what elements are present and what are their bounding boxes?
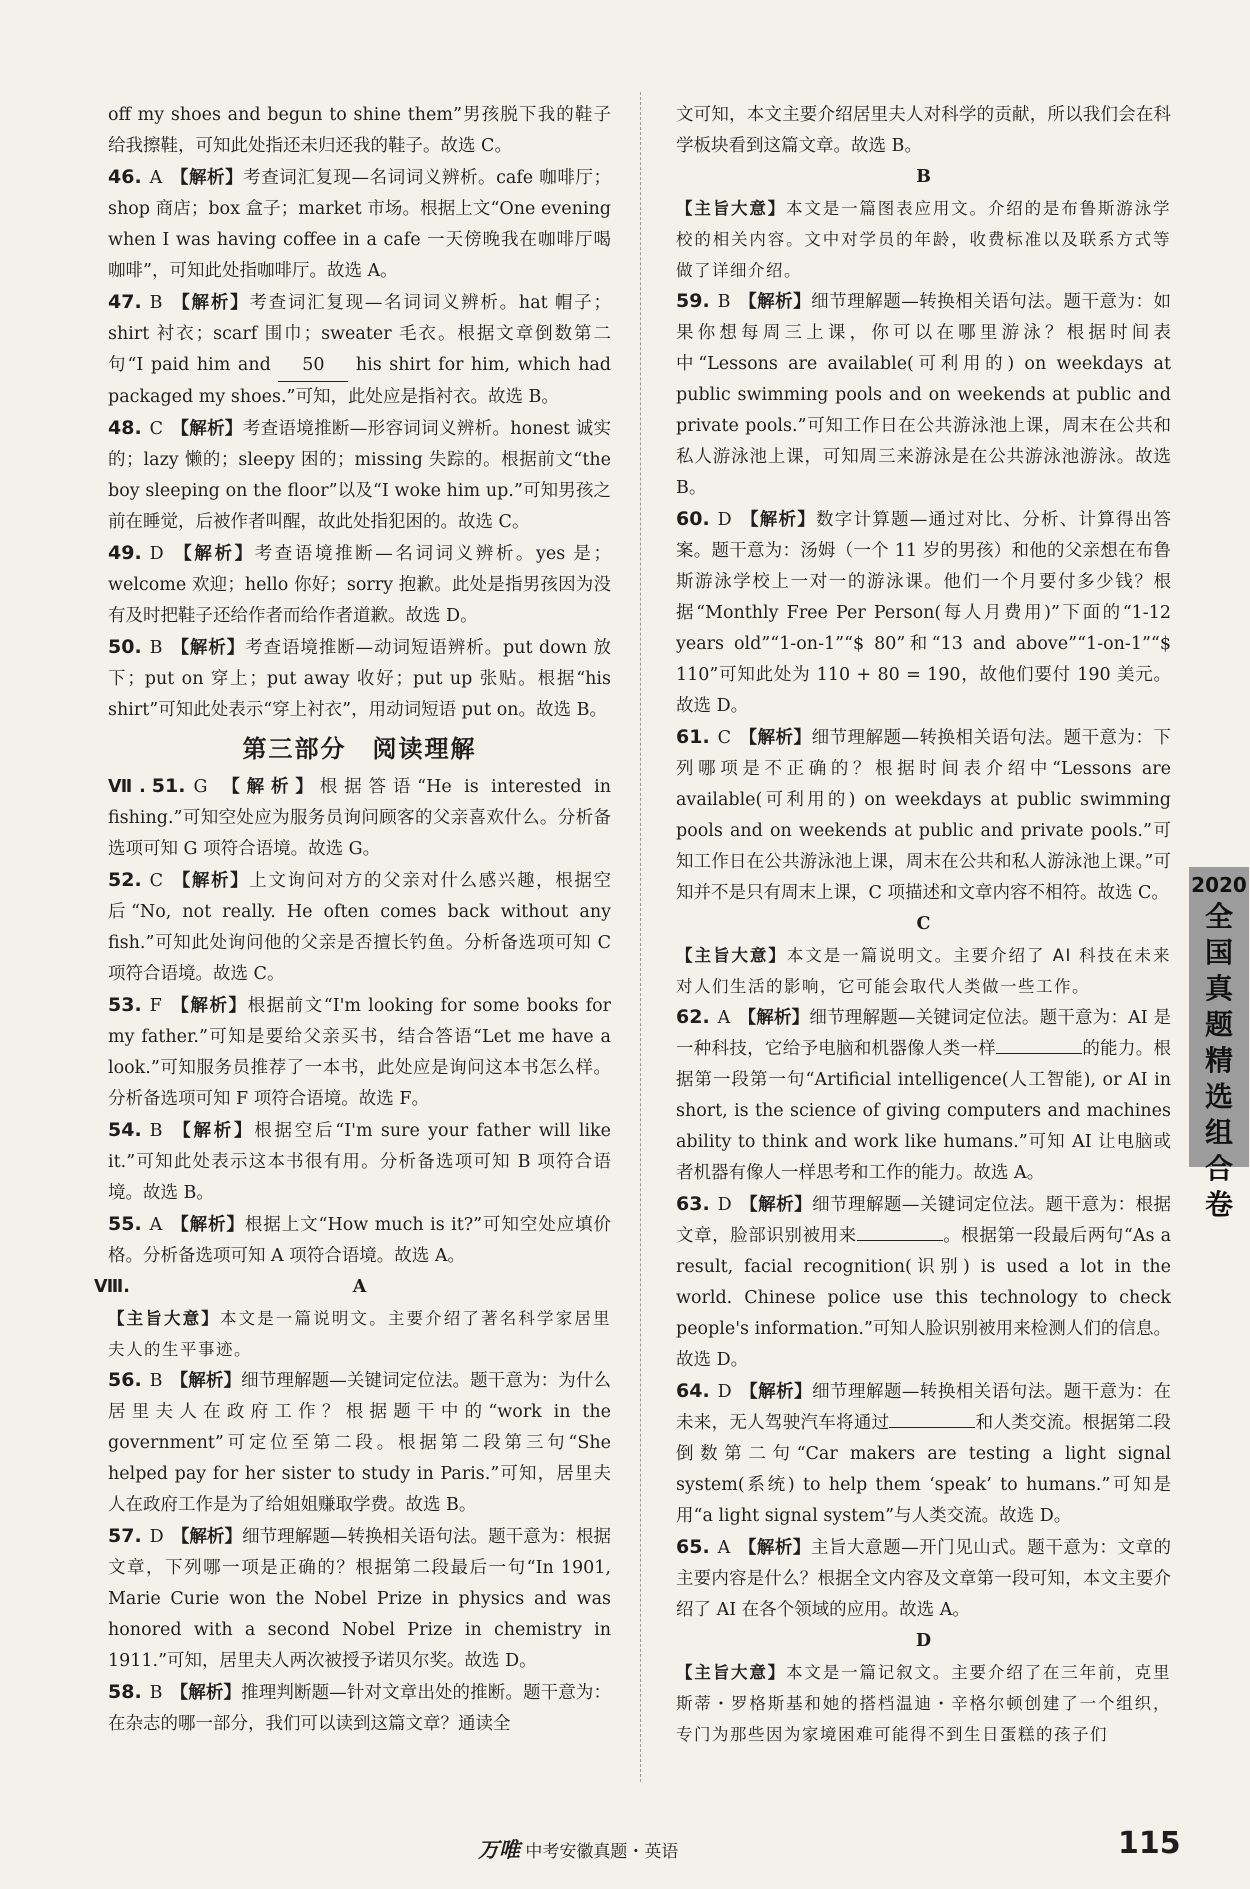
explanation-tag: 【解析】 <box>738 1008 810 1028</box>
answer-item <box>108 538 611 632</box>
explanation-text: 考查语境推断—动词短语辨析。put down 放下；put on 穿上；put away 收好；put up 张贴。根据“his shirt”可知此处表示“穿上衬衣”，用动词短语 put on。故选 B。 <box>108 638 612 720</box>
explanation-tag: 【解析】 <box>169 996 248 1016</box>
answer-letter: B <box>149 1683 163 1703</box>
passage-heading <box>676 1626 1171 1657</box>
answer-item <box>676 1189 1171 1376</box>
side-tab-char: 合 <box>1204 1152 1233 1185</box>
explanation-text: 根据空后“I'm sure your father will like it.”可知此处表示这本书很有用。分析备选项可知 B 项符合语境。故选 B。 <box>108 1121 611 1203</box>
page-number: 115 <box>1118 1826 1181 1861</box>
side-tab <box>1189 867 1249 1221</box>
part-number: Ⅷ. <box>94 1277 130 1297</box>
part-number: Ⅶ. <box>108 777 146 797</box>
explanation-tag: 【解析】 <box>170 1371 242 1391</box>
answer-letter: D <box>717 1382 732 1402</box>
question-number: 51. <box>151 775 186 797</box>
explanation-tag: 【解析】 <box>170 1121 255 1141</box>
explanation-text: 上文询问对方的父亲对什么感兴趣，根据空后“No, not really. He often comes back without any fish.”可知此处询问他的父亲是否擅长钓鱼。分析备选项可知 C 项符合语境。故选 C。 <box>108 871 612 984</box>
answer-item <box>676 286 1171 504</box>
question-number: 56. <box>108 1369 142 1391</box>
answer-letter: A <box>149 1215 163 1235</box>
answer-letter: D <box>149 1527 164 1547</box>
answer-letter: B <box>717 292 731 312</box>
explanation-tag: 【解析】 <box>171 1527 243 1547</box>
question-number: 52. <box>108 869 142 891</box>
explanation-text: 细节理解题—关键词定位法。题干意为：为什么居里夫人在政府工作？根据题干中的“work in the government”可定位至第二段。根据第二段第三句“She helped pay for her sister to study in Paris.”可知，居里夫人在政府工作是为了给姐姐赚取学费。故选 B。 <box>108 1371 612 1515</box>
answer-item <box>108 1677 611 1740</box>
explanation-tag: 【解析】 <box>739 728 812 748</box>
explanation-text: 考查语境推断—形容词词义辨析。honest 诚实的；lazy 懒的；sleepy 困的；missing 失踪的。根据前文“the boy sleeping on the floor”以及“I woke him up.”可知男孩之前在睡觉，后被作者叫醒，故此处指犯困的。故选 C。 <box>108 419 611 532</box>
explanation-text-cont: 。根据第一段最后两句“As a result, facial recognition(识别) is used a lot in the world. Chinese police use this technology to check people's information.”可知人脸识别被用来检测人们的信息。故选 D。 <box>676 1226 1172 1370</box>
question-number: 50. <box>108 636 142 658</box>
answer-item <box>108 1115 611 1209</box>
question-number: 62. <box>676 1006 710 1028</box>
side-tab-title <box>1189 899 1249 1223</box>
question-number: 48. <box>108 417 142 439</box>
explanation-text: 推理判断题—针对文章出处的推断。题干意为：在杂志的哪一部分，我们可以读到这篇文章？通读全 <box>108 1683 612 1734</box>
answer-letter: A <box>149 168 163 188</box>
explanation-text: 细节理解题—关键词定位法。题干意为：根据文章，脸部识别被用来 <box>676 1195 1172 1246</box>
main-idea <box>676 193 1171 286</box>
question-number: 46. <box>108 166 142 188</box>
side-tab-char: 卷 <box>1204 1188 1233 1221</box>
main-idea <box>676 1657 1171 1750</box>
passage-heading <box>676 909 1171 940</box>
answer-letter: D <box>149 544 164 564</box>
question-number: 53. <box>108 994 142 1016</box>
question-number: 65. <box>676 1536 710 1558</box>
fill-blank <box>889 1427 975 1428</box>
explanation-text: 数字计算题—通过对比、分析、计算得出答案。题干意为：汤姆（一个 11 岁的男孩）和他的父亲想在布鲁斯游泳学校上一对一的游泳课。他们一个月要付多少钱？根据“Monthly Free Per Person(每人月费用)”下面的“1-12 years old”“1-on-1”“$ 80”和“13 and above”“1-on-1”“$ 110”可知此处为 110 + 80 = 190，故他们要付 190 美元。故选 D。 <box>676 510 1172 716</box>
question-number: 61. <box>676 726 710 748</box>
book-title: 中考安徽真题・英语 <box>525 1842 679 1862</box>
explanation-tag: 【解析】 <box>738 292 812 312</box>
side-tab-year: 2020 <box>1191 873 1247 897</box>
answer-letter: B <box>149 638 163 658</box>
answer-item <box>676 722 1171 909</box>
answer-letter: C <box>149 871 164 891</box>
main-idea-tag: 【主旨大意】 <box>676 1663 787 1682</box>
passage-heading <box>676 162 1171 193</box>
explanation-text: 细节理解题—转换相关语句法。题干意为：下列哪项是不正确的？根据时间表介绍中“Lessons are available(可利用的) on weekdays at public swimming pools and on weekends at public and private pools.”可知工作日在公共游泳池上课，周末在公共和私人游泳池上课。”可知并不是只有周末上课，C 项描述和文章内容不相符。故选 C。 <box>676 728 1172 903</box>
explanation-text: 根据上文“How much is it?”可知空处应填价格。分析备选项可知 A 项符合语境。故选 A。 <box>108 1215 612 1266</box>
answer-item <box>108 771 611 865</box>
explanation-tag: 【解析】 <box>170 293 250 313</box>
explanation-tag: 【解析】 <box>739 1382 813 1402</box>
right-column <box>676 100 1171 1750</box>
footer-brand <box>478 1834 678 1864</box>
explanation-text: 细节理解题—转换相关语句法。题干意为：根据文章，下列哪一项是正确的？根据第二段最后一句“In 1901, Marie Curie won the Nobel Prize in physics and was honored with a second Nobel Prize in chemistry in 1911.”可知，居里夫人两次被授予诺贝尔奖。故选 D。 <box>108 1527 611 1671</box>
answer-letter: C <box>717 728 732 748</box>
explanation-text: 考查词汇复现—名词词义辨析。cafe 咖啡厅；shop 商店；box 盒子；market 市场。根据上文“One evening when I was having coffee in a cafe 一天傍晚我在咖啡厅喝咖啡”，可知此处指咖啡厅。故选 A。 <box>108 168 611 281</box>
passage-letter: B <box>916 167 931 187</box>
main-idea-text: 本文是一篇记叙文。主要介绍了在三年前，克里斯蒂・罗格斯基和她的搭档温迪・辛格尔顿创建了一个组织，专门为那些因为家境困难可能得不到生日蛋糕的孩子们 <box>676 1663 1172 1744</box>
answer-letter: B <box>149 1371 163 1391</box>
answer-item <box>108 413 611 538</box>
explanation-tag: 【解析】 <box>171 871 250 891</box>
main-idea-tag: 【主旨大意】 <box>676 199 787 218</box>
explanation-tag: 【解析】 <box>170 638 246 658</box>
side-tab-char: 真 <box>1204 972 1233 1005</box>
question-number: 47. <box>108 291 142 313</box>
answer-item <box>676 504 1171 722</box>
explanation-tag: 【解析】 <box>170 168 244 188</box>
answer-item <box>676 1002 1171 1189</box>
main-idea <box>676 940 1171 1002</box>
answer-letter: C <box>149 419 164 439</box>
passage-letter: D <box>915 1631 932 1651</box>
answer-letter: A <box>717 1538 731 1558</box>
explanation-text: 细节理解题—转换相关语句法。题干意为：在未来，无人驾驶汽车将通过 <box>676 1382 1172 1433</box>
question-number: 55. <box>108 1213 142 1235</box>
side-tab-char: 全 <box>1204 900 1233 933</box>
question-number: 59. <box>676 290 710 312</box>
explanation-text: 细节理解题—转换相关语句法。题干意为：如果你想每周三上课，你可以在哪里游泳？根据时间表中“Lessons are available(可利用的) on weekdays at public swimming pools and on weekends at public and private pools.”可知工作日在公共游泳池上课，周末在公共和私人游泳池上课，可知周三来游泳是在公共游泳池游泳。故选 B。 <box>676 292 1172 498</box>
answer-item <box>108 1365 611 1521</box>
explanation-text: 细节理解题—关键词定位法。题干意为：AI 是一种科技，它给予电脑和机器像人类一样 <box>676 1008 1171 1059</box>
explanation-text: 根据答语“He is interested in fishing.”可知空处应为服务员询问顾客的父亲喜欢什么。分析备选项可知 G 项符合语境。故选 G。 <box>108 777 612 859</box>
answer-item <box>108 632 611 726</box>
continued-text: off my shoes and begun to shine them”男孩脱下我的鞋子给我擦鞋，可知此处指还未归还我的鞋子。故选 C。 <box>108 105 611 156</box>
question-number: 64. <box>676 1380 710 1402</box>
answer-letter: A <box>717 1008 731 1028</box>
explanation-text: 考查词汇复现—名词词义辨析。hat 帽子；shirt 衬衣；scarf 围巾；sweater 毛衣。根据文章倒数第二句“I paid him and <box>108 293 612 375</box>
explanation-tag: 【解析】 <box>170 1683 242 1703</box>
side-tab-char: 精 <box>1204 1044 1233 1077</box>
passage-letter: C <box>916 914 931 934</box>
section-title: 第三部分 阅读理解 <box>242 735 477 763</box>
main-idea-text: 本文是一篇图表应用文。介绍的是布鲁斯游泳学校的相关内容。文中对学员的年龄，收费标准以及联系方式等做了详细介绍。 <box>676 199 1172 280</box>
main-idea-text: 本文是一篇说明文。主要介绍了 AI 科技在未来对人们生活的影响，它可能会取代人类做一些工作。 <box>676 946 1171 996</box>
explanation-text: 根据前文“I'm looking for some books for my father.”可知是要给父亲买书，结合答语“Let me have a look.”可知服务员推荐了一本书，此处应是询问这本书怎么样。分析备选项可知 F 项符合语境。故选 F。 <box>108 996 611 1109</box>
question-number: 57. <box>108 1525 142 1547</box>
main-idea-tag: 【主旨大意】 <box>676 946 787 965</box>
explanation-tag: 【解析】 <box>739 1195 813 1215</box>
answer-item <box>108 287 611 413</box>
continued-text: 文可知，本文主要介绍居里夫人对科学的贡献，所以我们会在科学板块看到这篇文章。故选 B。 <box>676 105 1171 156</box>
answer-item <box>108 1521 611 1677</box>
answer-item <box>676 1376 1171 1532</box>
answer-letter: D <box>717 510 732 530</box>
explanation-text: 主旨大意题—开门见山式。题干意为：文章的主要内容是什么？根据全文内容及文章第一段可知，本文主要介绍了 AI 在各个领域的应用。故选 A。 <box>676 1538 1172 1620</box>
brand-logo: 万唯 <box>478 1838 520 1862</box>
answer-letter: B <box>149 1121 163 1141</box>
answer-item <box>108 1209 611 1272</box>
explanation-tag: 【解析】 <box>215 777 320 797</box>
answer-item <box>108 865 611 990</box>
question-number: 54. <box>108 1119 142 1141</box>
fill-blank: 50 <box>278 350 348 382</box>
side-tab-char: 国 <box>1204 936 1233 969</box>
answer-item <box>108 162 611 287</box>
explanation-tag: 【解析】 <box>738 1538 811 1558</box>
answer-letter: G <box>193 777 208 797</box>
question-number: 60. <box>676 508 710 530</box>
explanation-text: 考查语境推断—名词词义辨析。yes 是；welcome 欢迎；hello 你好；sorry 抱歉。此处是指男孩因为没有及时把鞋子还给作者而给作者道歉。故选 D。 <box>108 544 611 626</box>
answer-letter: D <box>717 1195 732 1215</box>
question-number: 49. <box>108 542 142 564</box>
answer-letter: F <box>149 996 162 1016</box>
explanation-text-cont: his shirt for him, which had packaged my shoes.”可知，此处应是指衬衣。故选 B。 <box>108 355 611 407</box>
passage-heading <box>94 1272 611 1303</box>
explanation-tag: 【解析】 <box>739 510 816 530</box>
question-number: 58. <box>108 1681 142 1703</box>
answer-item <box>108 990 611 1115</box>
explanation-tag: 【解析】 <box>171 544 255 564</box>
passage-letter: A <box>352 1277 367 1297</box>
main-idea-text: 本文是一篇说明文。主要介绍了著名科学家居里夫人的生平事迹。 <box>108 1309 612 1359</box>
explanation-text-cont: 和人类交流。根据第二段倒数第二句“Car makers are testing a light signal system(系统) to help them ‘speak’ to humans.”可知是用“a light signal system”与人类交流。故选 D。 <box>676 1413 1171 1526</box>
answer-letter: B <box>149 293 163 313</box>
explanation-text-cont: 的能力。根据第一段第一句“Artificial intelligence(人工智能), or AI in short, is the science of giving computers and machines ability to think and work like humans.”可知 AI 让电脑或者机器有像人一样思考和工作的能力。故选 A。 <box>676 1039 1172 1183</box>
side-tab-char: 组 <box>1204 1116 1233 1149</box>
question-number: 63. <box>676 1193 710 1215</box>
answer-item <box>676 1532 1171 1626</box>
explanation-tag: 【解析】 <box>171 419 243 439</box>
side-tab-char: 选 <box>1204 1080 1233 1113</box>
column-divider <box>640 92 641 1782</box>
explanation-tag: 【解析】 <box>170 1215 245 1235</box>
main-idea <box>108 1303 611 1365</box>
side-tab-char: 题 <box>1204 1008 1233 1041</box>
fill-blank <box>996 1053 1082 1054</box>
fill-blank <box>857 1240 943 1241</box>
page-footer <box>0 1826 1250 1870</box>
left-column <box>94 100 612 1740</box>
main-idea-tag: 【主旨大意】 <box>108 1309 220 1328</box>
